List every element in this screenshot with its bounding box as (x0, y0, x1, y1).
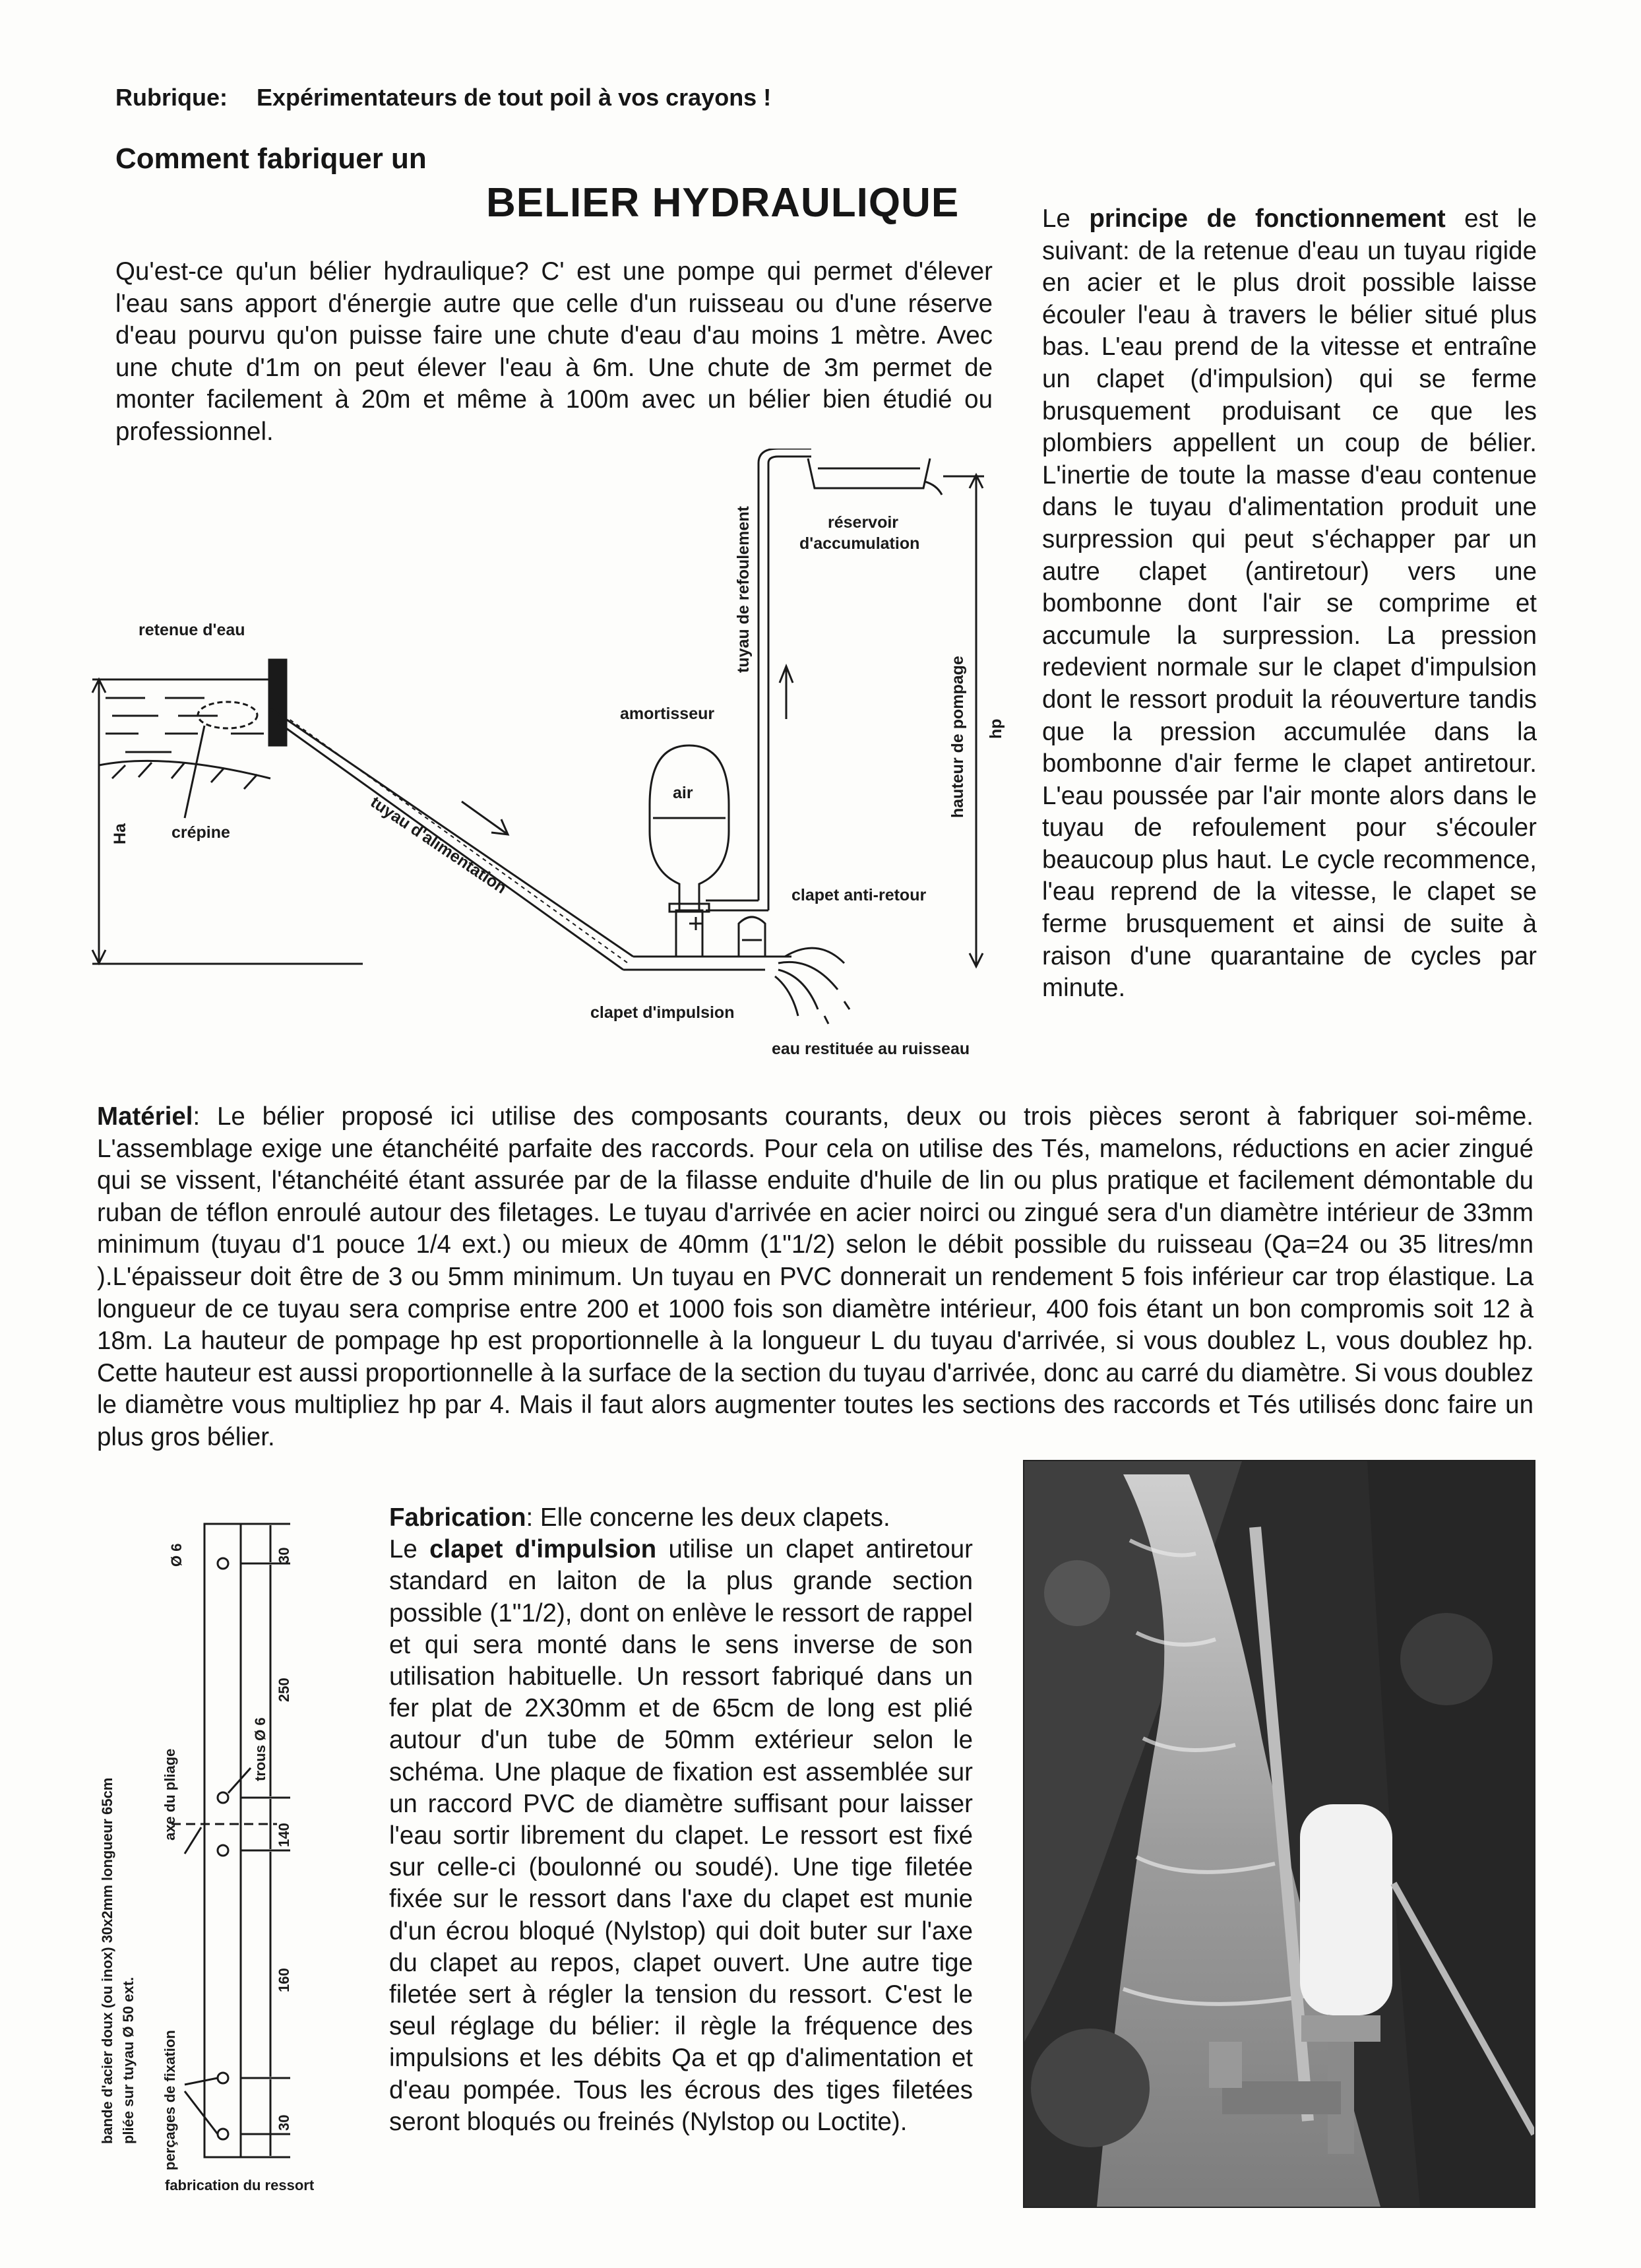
label-tuyau-refoulement: tuyau de refoulement (734, 506, 753, 673)
materiel-heading: Matériel (97, 1102, 193, 1131)
label-crepine: crépine (171, 823, 230, 842)
label-clapet-anti-retour: clapet anti-retour (791, 886, 927, 904)
principle-heading: principe de fonctionnement (1089, 205, 1446, 233)
dam-wall (269, 660, 286, 745)
label-hauteur-pompage: hauteur de pompage (948, 656, 967, 818)
intro-paragraph: Qu'est-ce qu'un bélier hydraulique? C' est une pompe qui permet d'élever l'eau sans apport d'énergie autre que celle d'un ruisseau ou d'une réserve d'eau pourvu qu'on puisse faire une chute d'eau d'au moins 1 mètre. Avec une chute d'1m on peut élever l'eau à 6m. Une chute de 3m permet de monter facilement à 20m et même à 100m avec un bélier bien étudié ou professionnel. (115, 257, 993, 446)
label-phi6: Ø 6 (168, 1543, 185, 1567)
caption-ressort: fabrication du ressort (165, 2177, 315, 2193)
dim-30-top: 30 (276, 1547, 292, 1563)
fabrication-paragraph (389, 1502, 973, 2138)
label-accumulation: d'accumulation (799, 534, 920, 553)
fabrication-heading: Fabrication (389, 1503, 526, 1532)
principle-lead: Le (1042, 205, 1090, 233)
label-trous: trous Ø 6 (252, 1717, 268, 1781)
title-line1: Comment fabriquer un (115, 142, 427, 175)
fabrication-lead: Le (389, 1535, 430, 1564)
label-reservoir: réservoir (828, 513, 899, 532)
label-hp: hp (987, 718, 1005, 739)
label-bande-acier: bande d'acier doux (ou inox) 30x2mm longueur 65cm (99, 1777, 115, 2144)
label-percages: perçages de fixation (162, 2030, 178, 2170)
rubrique (115, 84, 771, 111)
label-clapet-impulsion: clapet d'impulsion (590, 1003, 735, 1022)
ram-diagram (86, 449, 1022, 1069)
rubrique-label: Rubrique: (115, 84, 228, 111)
impulse-valve (739, 917, 765, 957)
label-air: air (673, 784, 693, 802)
principle-text: est le suivant: de la retenue d'eau un tuyau rigide en acier et le plus droit possible laisse écouler l'eau à travers le bélier situé plus bas. L'eau prend de la vitesse et entraîne un clapet (d'impulsion) qui se ferme brusquement produisant ce que les plombiers appellent un coup de bélier. L'inertie de toute la masse d'eau contenue dans le tuyau d'alimentation produit une surpression qui peut s'échapper par un autre clapet (antiretour) vers une bombonne dont l'air se comprime et accumule la surpression. La pression redevient normale sur le clapet d'impulsion dont le ressort produit la réouverture tandis que la pression accumulée dans la bombonne d'air ferme le clapet antiretour. L'eau poussée par l'air monte alors dans le tuyau de refoulement pour s'écouler beaucoup plus haut. Le cycle recommence, l'eau reprend de la vitesse, le clapet se ferme brusquement et ainsi de suite à raison d'une quarantaine de cycles par minute. (1042, 205, 1537, 1003)
dim-160: 160 (276, 1968, 292, 1992)
air-vessel-photo (1300, 1804, 1392, 2015)
page-title: BELIER HYDRAULIQUE (486, 180, 960, 226)
steel-strip (204, 1524, 241, 2157)
materiel-text: : Le bélier proposé ici utilise des composants courants, deux ou trois pièces seront à fabriquer soi-même. L'assemblage exige une étanchéité parfaite des raccords. Pour cela on utilise des Tés, mamelons, réductions en acier zingué qui se vissent, l'étanchéité étant assurée par de la filasse enduite d'huile de lin ou plus pratique et facilement démontable du ruban de téflon enroulé autour des filetages. Le tuyau d'arrivée en acier noirci ou zingué sera d'un diamètre intérieur de 33mm minimum (tuyau d'1 pouce 1/4 ext.) ou mieux de 40mm (1"1/2) selon le débit possible du ruisseau (Qa=24 ou 35 litres/mn ).L'épaisseur doit être de 3 ou 5mm minimum. Un tuyau en PVC donnerait un rendement 5 fois inférieur car trop élastique. La longueur de ce tuyau sera comprise entre 200 et 1000 fois son diamètre intérieur, 400 fois étant un bon compromis soit 12 à 18m. La hauteur de pompage hp est proportionnelle à la longueur L du tuyau d'arrivée, si vous doublez L, vous doublez hp. Cette hauteur est aussi proportionnelle à la surface de la section du tuyau d'arrivée, donc au carré du diamètre. Si vous doublez le diamètre vous multipliez hp par 4. Mais il faut alors augmenter toutes les sections des raccords et Tés utilisés donc faire un plus gros bélier. (97, 1102, 1533, 1451)
dim-30-bottom: 30 (276, 2114, 292, 2131)
rubrique-text: Expérimentateurs de tout poil à vos crayons ! (256, 84, 772, 111)
label-retenue: retenue d'eau (139, 621, 245, 639)
principle-paragraph (1042, 203, 1537, 1005)
label-eau-restituee: eau restituée au ruisseau (772, 1040, 970, 1058)
air-vessel (650, 745, 729, 910)
dim-250: 250 (276, 1678, 292, 1702)
storage-tank (808, 458, 930, 488)
label-amortisseur: amortisseur (620, 705, 715, 723)
fabrication-intro: : Elle concerne les deux clapets. (526, 1503, 890, 1532)
clapet-impulsion-heading: clapet d'impulsion (429, 1535, 657, 1564)
label-axe-pliage: axe du pliage (162, 1748, 178, 1841)
label-pliee: pliée sur tuyau Ø 50 ext. (120, 1976, 137, 2144)
dim-140: 140 (276, 1823, 292, 1847)
label-tuyau-alimentation: tuyau d'alimentation (367, 792, 510, 898)
fabrication-text: utilise un clapet antiretour standard en laiton de la plus grande section possible (1"1/2), dont on enlève le ressort de rappel et qui sera monté dans le sens inverse de son utilisation habituelle. Un ressort fabriqué dans un fer plat de 2X30mm et de 65cm de long est plié autour d'un tube de 50mm extérieur selon le schéma. Une plaque de fixation est assemblée sur un raccord PVC de diamètre suffisant pour laisser l'eau sortir librement du clapet. Le ressort est fixé sur celle-ci (boulonné ou soudé). Une tige filetée fixée sur le ressort dans l'axe du clapet est munie d'un écrou bloqué (Nylstop) qui doit buter sur l'axe du clapet au repos, clapet ouvert. Une autre tige filetée sert à régler la tension du ressort. C'est le seul réglage du bélier: il règle la fréquence des impulsions et les débits Qa et qp d'alimentation et d'eau pompée. Tous les écrous des tiges filetées seront bloqués ou freinés (Nylstop ou Loctite). (389, 1535, 973, 2136)
label-ha: Ha (111, 823, 129, 844)
installation-photo (1023, 1460, 1535, 2208)
materiel-paragraph (97, 1101, 1533, 1454)
spring-drawing (92, 1511, 383, 2210)
